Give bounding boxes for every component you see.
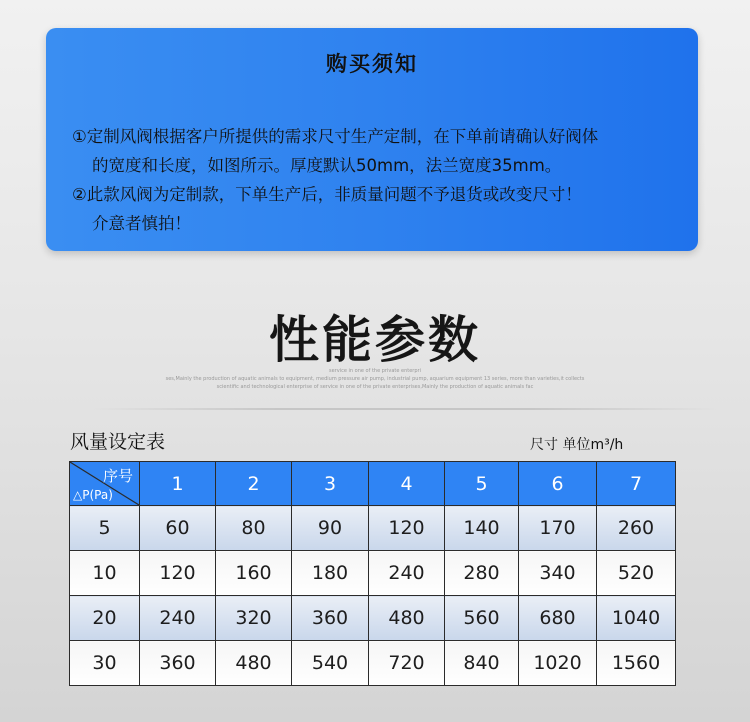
section-heading: 性能参数 bbox=[269, 311, 481, 369]
value-cell: 120 bbox=[140, 551, 216, 596]
column-header: 2 bbox=[216, 462, 292, 506]
notice-item-2-line-2: 介意者慎拍！ bbox=[92, 214, 191, 233]
value-cell: 320 bbox=[216, 596, 292, 641]
section-divider bbox=[90, 408, 720, 410]
value-cell: 160 bbox=[216, 551, 292, 596]
decorative-subtext-line-3: scientific and technological enterprise of service in one of the private enterprises,Mainly the production of aquatic animals fac bbox=[216, 384, 534, 390]
table-unit: 尺寸 单位m³/h bbox=[530, 437, 624, 453]
table-row bbox=[70, 641, 676, 686]
value-cell: 80 bbox=[216, 506, 292, 551]
notice-item-1-line-2: 的宽度和长度，如图所示。厚度默认50mm，法兰宽度35mm。 bbox=[92, 156, 562, 175]
value-cell: 360 bbox=[292, 596, 369, 641]
value-cell: 480 bbox=[216, 641, 292, 686]
column-header: 6 bbox=[519, 462, 597, 506]
decorative-subtext-line-1: service in one of the private enterpri bbox=[329, 368, 421, 374]
value-cell: 240 bbox=[369, 551, 445, 596]
value-cell: 560 bbox=[445, 596, 519, 641]
pressure-cell: 10 bbox=[70, 551, 140, 596]
value-cell: 720 bbox=[369, 641, 445, 686]
notice-item-1 bbox=[72, 122, 687, 180]
value-cell: 140 bbox=[445, 506, 519, 551]
value-cell: 170 bbox=[519, 506, 597, 551]
pressure-cell: 20 bbox=[70, 596, 140, 641]
value-cell: 840 bbox=[445, 641, 519, 686]
value-cell: 540 bbox=[292, 641, 369, 686]
value-cell: 1560 bbox=[597, 641, 676, 686]
value-cell: 480 bbox=[369, 596, 445, 641]
value-cell: 280 bbox=[445, 551, 519, 596]
value-cell: 520 bbox=[597, 551, 676, 596]
column-header: 1 bbox=[140, 462, 216, 506]
table-row bbox=[70, 506, 676, 551]
value-cell: 1020 bbox=[519, 641, 597, 686]
table-title: 风量设定表 bbox=[70, 431, 166, 453]
column-header: 5 bbox=[445, 462, 519, 506]
table-row bbox=[70, 596, 676, 641]
value-cell: 60 bbox=[140, 506, 216, 551]
table-row bbox=[70, 551, 676, 596]
corner-label-pressure: △P(Pa) bbox=[73, 488, 113, 502]
value-cell: 1040 bbox=[597, 596, 676, 641]
airflow-table bbox=[69, 461, 676, 686]
pressure-cell: 5 bbox=[70, 506, 140, 551]
notice-item-2-line-1: ②此款风阀为定制款，下单生产后，非质量问题不予退货或改变尺寸！ bbox=[72, 185, 582, 204]
decorative-subtext-line-2: ses,Mainly the production of aquatic animals to equipment, medium pressure air pump, industrial pump, aquarium equipment 13 series, more than varieties,it collects bbox=[165, 376, 585, 382]
corner-header-cell bbox=[70, 462, 140, 506]
notice-item-1-line-1: ①定制风阀根据客户所提供的需求尺寸生产定制，在下单前请确认好阀体 bbox=[72, 127, 599, 146]
column-header: 7 bbox=[597, 462, 676, 506]
purchase-notice-panel bbox=[46, 28, 698, 251]
corner-label-index: 序号 bbox=[102, 467, 133, 485]
notice-title: 购买须知 bbox=[326, 52, 418, 76]
value-cell: 180 bbox=[292, 551, 369, 596]
pressure-cell: 30 bbox=[70, 641, 140, 686]
notice-item-2 bbox=[72, 180, 687, 238]
value-cell: 680 bbox=[519, 596, 597, 641]
value-cell: 240 bbox=[140, 596, 216, 641]
table-header-row bbox=[70, 462, 676, 506]
value-cell: 260 bbox=[597, 506, 676, 551]
column-header: 4 bbox=[369, 462, 445, 506]
value-cell: 90 bbox=[292, 506, 369, 551]
value-cell: 360 bbox=[140, 641, 216, 686]
column-header: 3 bbox=[292, 462, 369, 506]
value-cell: 120 bbox=[369, 506, 445, 551]
value-cell: 340 bbox=[519, 551, 597, 596]
